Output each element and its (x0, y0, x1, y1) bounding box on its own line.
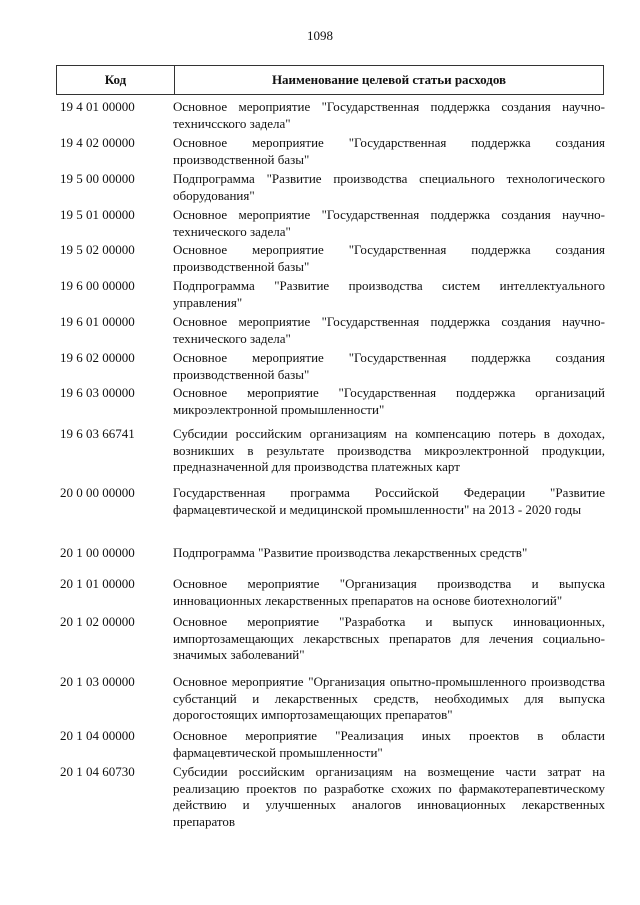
table-row (60, 242, 605, 275)
row-name: Основное мероприятие "Организация опытно-промышленного производства субстанций и лекарственных средств, необходимых для выпуска дорогостоящих импортозамещающих препаратов" (173, 674, 605, 722)
table-row (60, 350, 605, 383)
row-code: 19 6 03 66741 (60, 426, 135, 441)
row-name: Подпрограмма "Развитие производства специального технологического оборудования" (173, 171, 605, 203)
row-name: Основное мероприятие "Государственная поддержка создания научно-технического задела" (173, 207, 605, 239)
row-name: Основное мероприятие "Организация производства и выпуска инновационных лекарственных препаратов на основе биотехнологий" (173, 576, 605, 608)
table-row (60, 728, 605, 761)
row-name: Основное мероприятие "Разработка и выпуск инновационных, импортозамещающих лекарствсных препаратов для лечения социально-значимых заболеваний" (173, 614, 605, 662)
table-row (60, 278, 605, 311)
row-code: 20 1 01 00000 (60, 576, 135, 591)
row-name: Основное мероприятие "Государственная поддержка создания производственной базы" (173, 135, 605, 167)
row-name: Основное мероприятие "Государственная поддержка организаций микроэлектронной промышленности" (173, 385, 605, 417)
row-code: 19 4 01 00000 (60, 99, 135, 114)
row-code: 20 0 00 00000 (60, 485, 135, 500)
row-code: 19 6 02 00000 (60, 350, 135, 365)
row-name: Субсидии российским организациям на возмещение части затрат на реализацию проектов по разработке схожих по фармакотерапевтическому действию и улучшенных аналогов инновационных лекарственных препаратов (173, 764, 605, 829)
row-code: 20 1 03 00000 (60, 674, 135, 689)
table-row (60, 99, 605, 132)
table-row (60, 314, 605, 347)
table-row (60, 426, 605, 476)
table-row (60, 207, 605, 240)
row-name: Основное мероприятие "Реализация иных проектов в области фармацевтической промышленности" (173, 728, 605, 760)
table-row (60, 674, 605, 724)
row-code: 20 1 00 00000 (60, 545, 135, 560)
row-code: 19 5 01 00000 (60, 207, 135, 222)
row-name: Субсидии российским организациям на компенсацию потерь в доходах, возникших в результате производства микроэлектронной продукции, предназначенной для производства платежных карт (173, 426, 605, 474)
page-number: 1098 (307, 28, 333, 43)
row-code: 20 1 02 00000 (60, 614, 135, 629)
row-code: 19 5 00 00000 (60, 171, 135, 186)
row-name: Основное мероприятие "Государственная поддержка создания научно-техничсского задела" (173, 99, 605, 131)
table-row (60, 576, 605, 609)
row-code: 19 5 02 00000 (60, 242, 135, 257)
header-name: Наименование целевой статьи расходов (271, 72, 507, 87)
table-row (60, 171, 605, 204)
row-name: Основное мероприятие "Государственная поддержка создания производственной базы" (173, 242, 605, 274)
row-code: 19 6 00 00000 (60, 278, 135, 293)
row-code: 20 1 04 60730 (60, 764, 135, 779)
table-row (60, 135, 605, 168)
table-row (60, 545, 605, 562)
row-code: 19 6 01 00000 (60, 314, 135, 329)
table-row (60, 614, 605, 664)
row-name: Основное мероприятие "Государственная поддержка создания научно-технического задела" (173, 314, 605, 346)
row-code: 20 1 04 00000 (60, 728, 135, 743)
row-code: 19 4 02 00000 (60, 135, 135, 150)
row-name: Подпрограмма "Развитие производства лекарственных средств" (173, 545, 528, 560)
row-code: 19 6 03 00000 (60, 385, 135, 400)
table-row (60, 764, 605, 830)
row-name: Основное мероприятие "Государственная поддержка создания производственной базы" (173, 350, 605, 382)
header-code: Код (57, 66, 175, 94)
row-name: Подпрограмма "Развитие производства систем интеллектуального управления" (173, 278, 605, 310)
table-row (60, 485, 605, 518)
row-name: Государственная программа Российской Федерации "Развитие фармацевтической и медицинской промышленности" на 2013 - 2020 годы (173, 485, 605, 517)
table-row (60, 385, 605, 418)
